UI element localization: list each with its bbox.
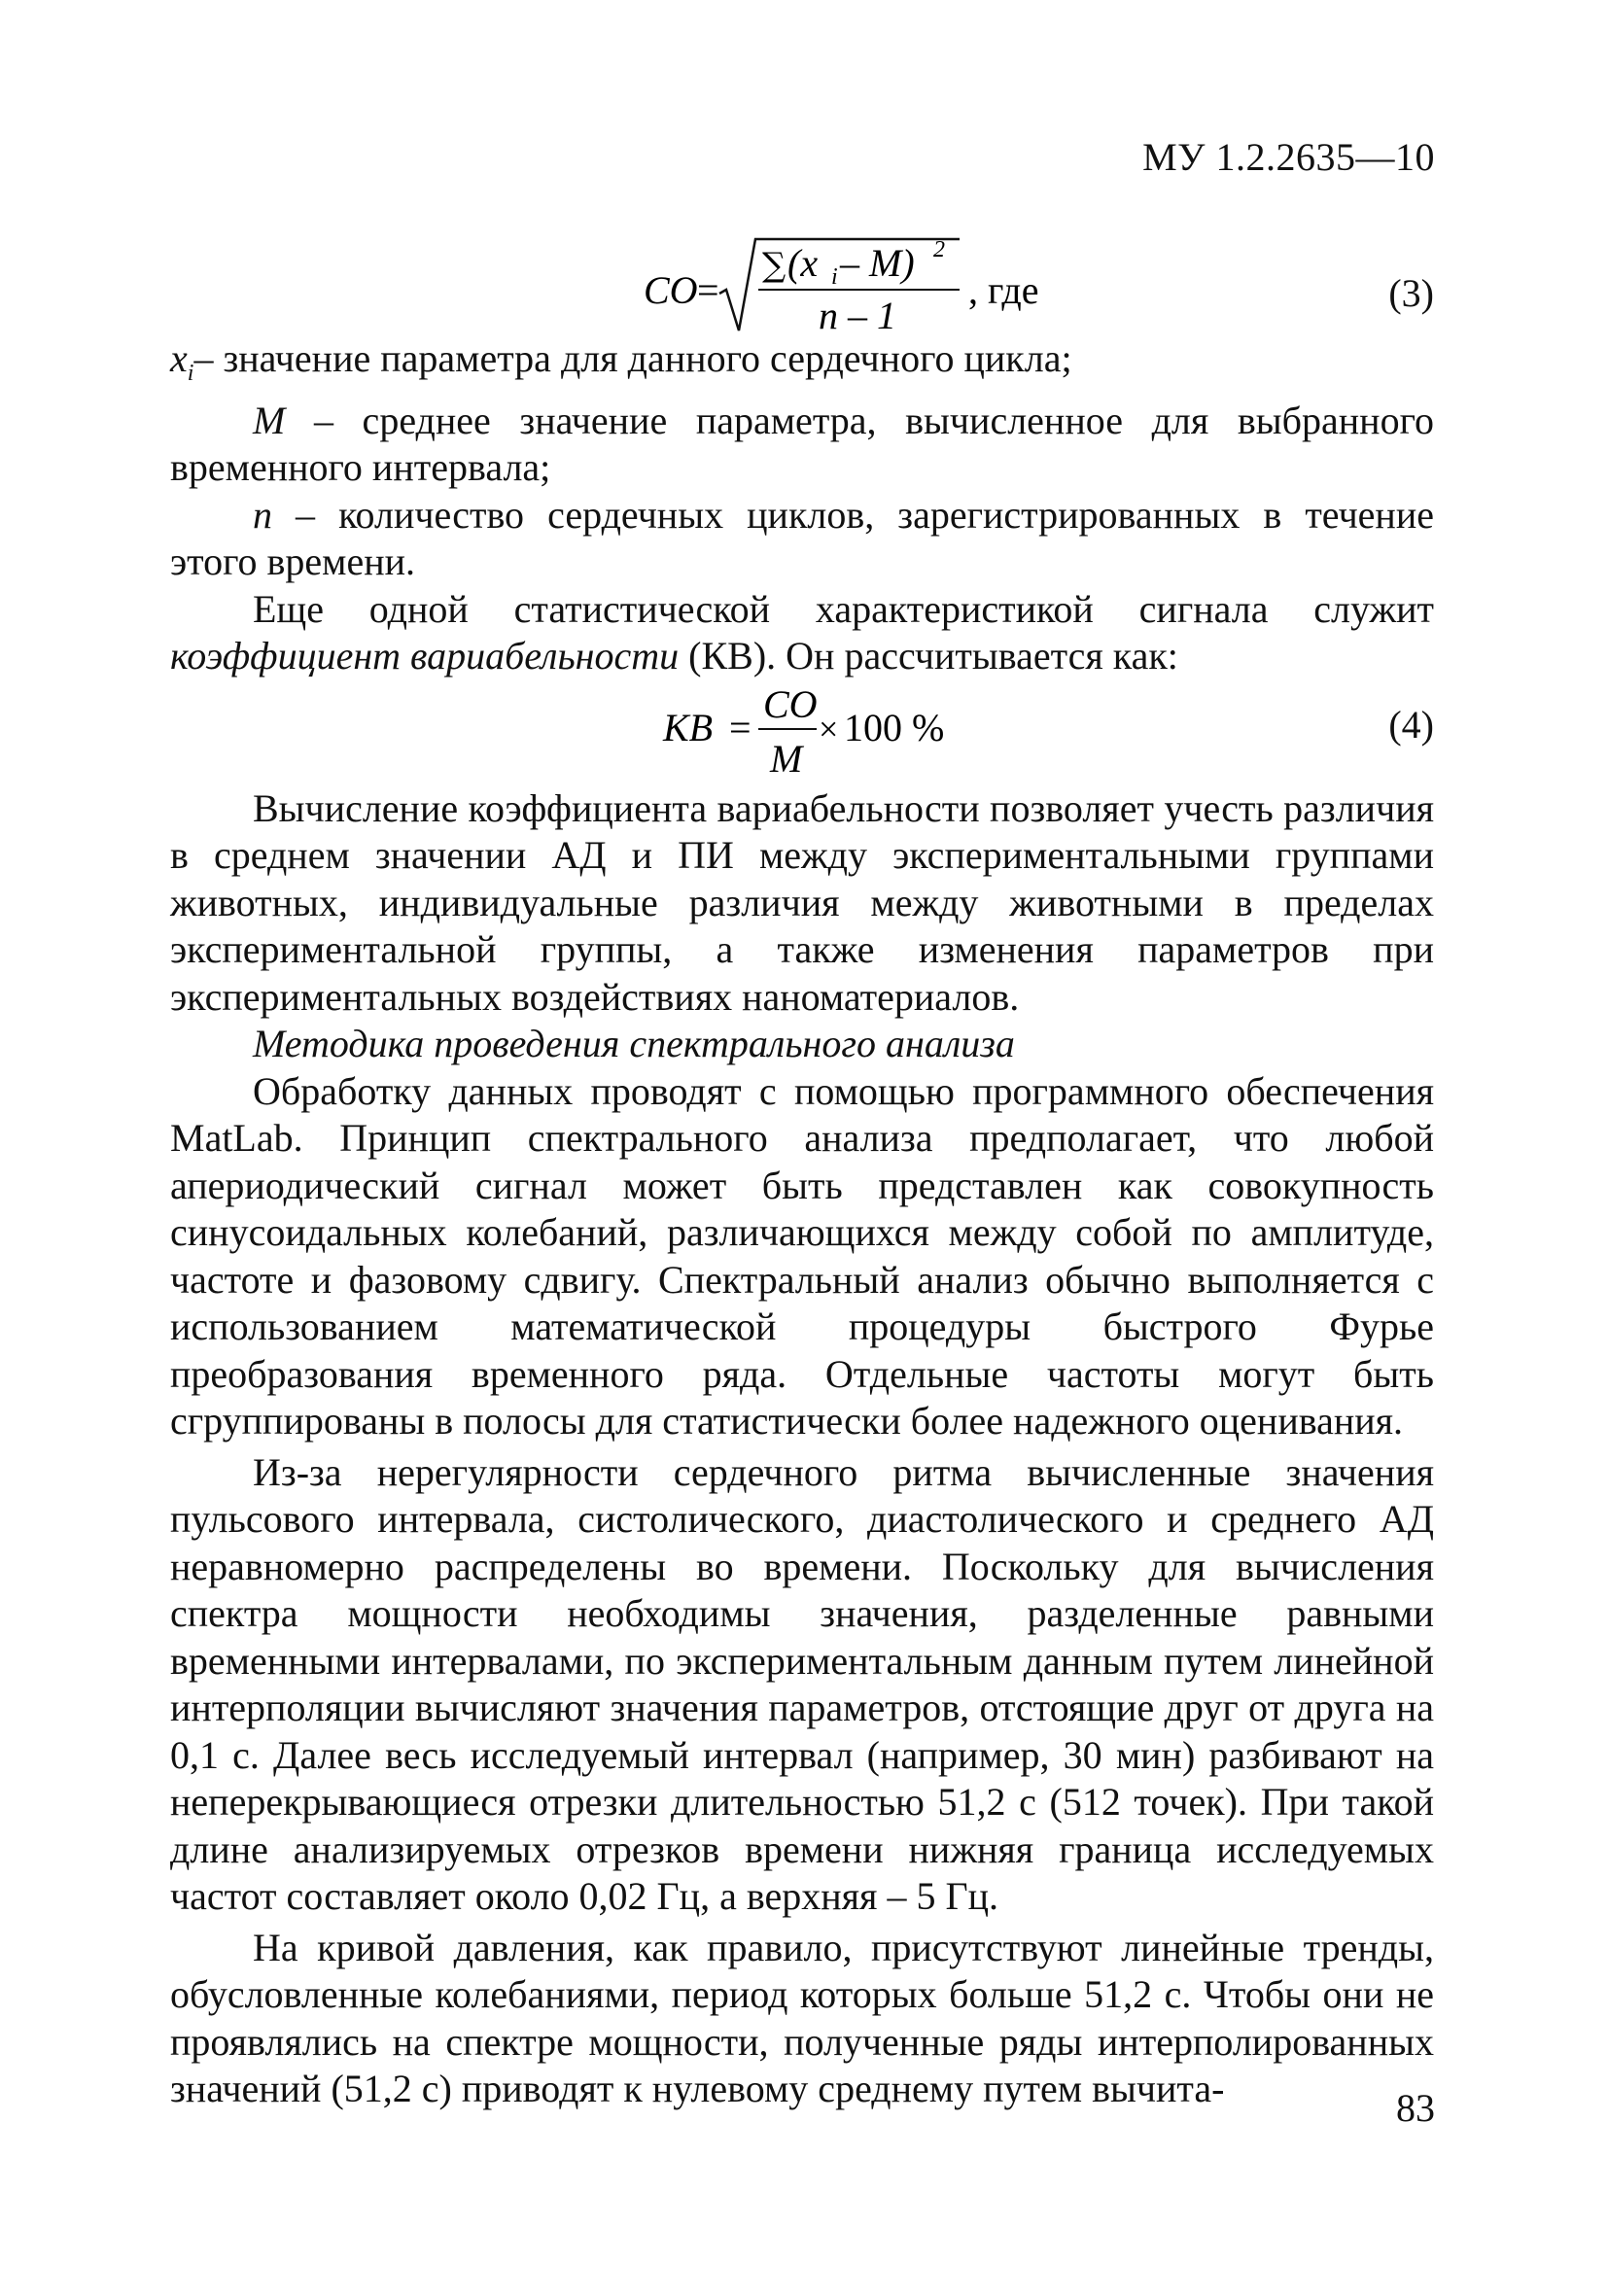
formula-3-suffix: , где <box>968 268 1039 312</box>
formula-3-sum-sign: ∑ <box>762 246 787 285</box>
definition-n-text: – количество сердечных циклов, зарегистрированных в течение этого времени. <box>170 492 1434 583</box>
definition-m <box>170 398 1434 492</box>
definition-m-text: – среднее значение параметра, вычисленное для выбранного временного интервала; <box>170 398 1434 489</box>
definition-m-variable: M <box>253 398 286 442</box>
definition-n-variable: n <box>253 492 272 537</box>
formula-4-times-sign: × <box>819 709 839 748</box>
paragraph-cv-term: коэффициент вариабельности <box>170 634 680 678</box>
formula-4-equals: = <box>729 705 752 749</box>
section-subheading-spectral: Методика проведения спектрального анализа <box>253 1022 1015 1065</box>
definition-xi-variable: x <box>170 336 188 380</box>
page-content <box>170 214 1434 2113</box>
formula-4-value: 100 % <box>844 705 945 749</box>
paragraph-spectral-method: Обработку данных проводят с помощью программного обеспечения MatLab. Принцип спектрального анализа предполагает, что любой апериодический сигнал может быть представлен как совокупность синусоидальных колебаний, различающихся между собой по амплитуде, частоте и фазовому сдвигу. Спектральный анализ обычно выполняется с использованием математической процедуры быстрого Фурье преобразования временного ряда. Отдельные частоты могут быть сгруппированы в полосы для статистически более надежного оценивания. <box>170 1068 1434 1443</box>
formula-3-numerator-subscript: i <box>831 264 838 290</box>
formula-3-number: (3) <box>1388 271 1434 315</box>
formula-4-number: (4) <box>1388 702 1434 747</box>
definition-n <box>170 492 1434 586</box>
paragraph-cv-text-after: (КВ). Он рассчитывается как: <box>679 634 1178 678</box>
formula-4-lhs: KB <box>663 705 714 749</box>
definition-xi <box>170 335 1434 398</box>
formula-3-numerator-superscript: 2 <box>933 237 945 262</box>
page-number: 83 <box>1396 2086 1435 2130</box>
document-code-header: МУ 1.2.2635—10 <box>1142 135 1435 179</box>
paragraph-cv-usage: Вычисление коэффициента вариабельности позволяет учесть различия в среднем значении АД и ПИ между экспериментальными группами животных, индивидуальные различия между животными в пределах экспериментальной группы, а также изменения параметров при экспериментальных воздействиях наноматериалов. <box>170 785 1434 1019</box>
paragraph-trends: На кривой давления, как правило, присутствуют линейные тренды, обусловленные колебаниями, период которых больше 51,2 с. Чтобы они не проявлялись на спектре мощности, полученные ряды интерполированных значений (51,2 с) приводят к нулевому среднему путем вычита- <box>170 1925 1434 2110</box>
formula-3-numerator-body: (x <box>787 241 819 285</box>
formula-4-row <box>170 680 1434 785</box>
formula-3-equals: = <box>697 268 719 312</box>
formula-3-lhs: CO <box>644 268 698 312</box>
formula-3-standard-deviation <box>634 233 1120 340</box>
formula-4-numerator: CO <box>763 681 818 726</box>
formula-4-denominator: M <box>770 736 803 781</box>
definition-xi-text: – значение параметра для данного сердечного цикла; <box>193 336 1072 380</box>
definition-xi-subscript: i <box>187 361 194 386</box>
paragraph-cv-text-before: Еще одной статистической характеристикой сигнала служит <box>253 586 1434 631</box>
formula-3-numerator-rest: – M) <box>840 241 915 285</box>
paragraph-interpolation: Из-за нерегулярности сердечного ритма вычисленные значения пульсового интервала, систолического, диастолического и среднего АД неравномерно распределены во времени. Поскольку для вычисления спектра мощности необходимы значения, разделенные равными временными интервалами, по экспериментальным данным путем линейной интерполяции вычисляют значения параметров, отстоящие друг от друга на 0,1 с. Далее весь исследуемый интервал (например, 30 мин) разбивают на неперекрывающиеся отрезки длительностью 51,2 с (512 точек). При такой длине анализируемых отрезков времени нижняя граница исследуемых частот составляет около 0,02 Гц, а верхняя – 5 Гц. <box>170 1449 1434 1918</box>
formula-3-row <box>170 214 1434 335</box>
paragraph-cv-intro <box>170 586 1434 680</box>
formula-3-denominator: n – 1 <box>819 294 896 337</box>
formula-4-coefficient-of-variation <box>661 680 1147 785</box>
